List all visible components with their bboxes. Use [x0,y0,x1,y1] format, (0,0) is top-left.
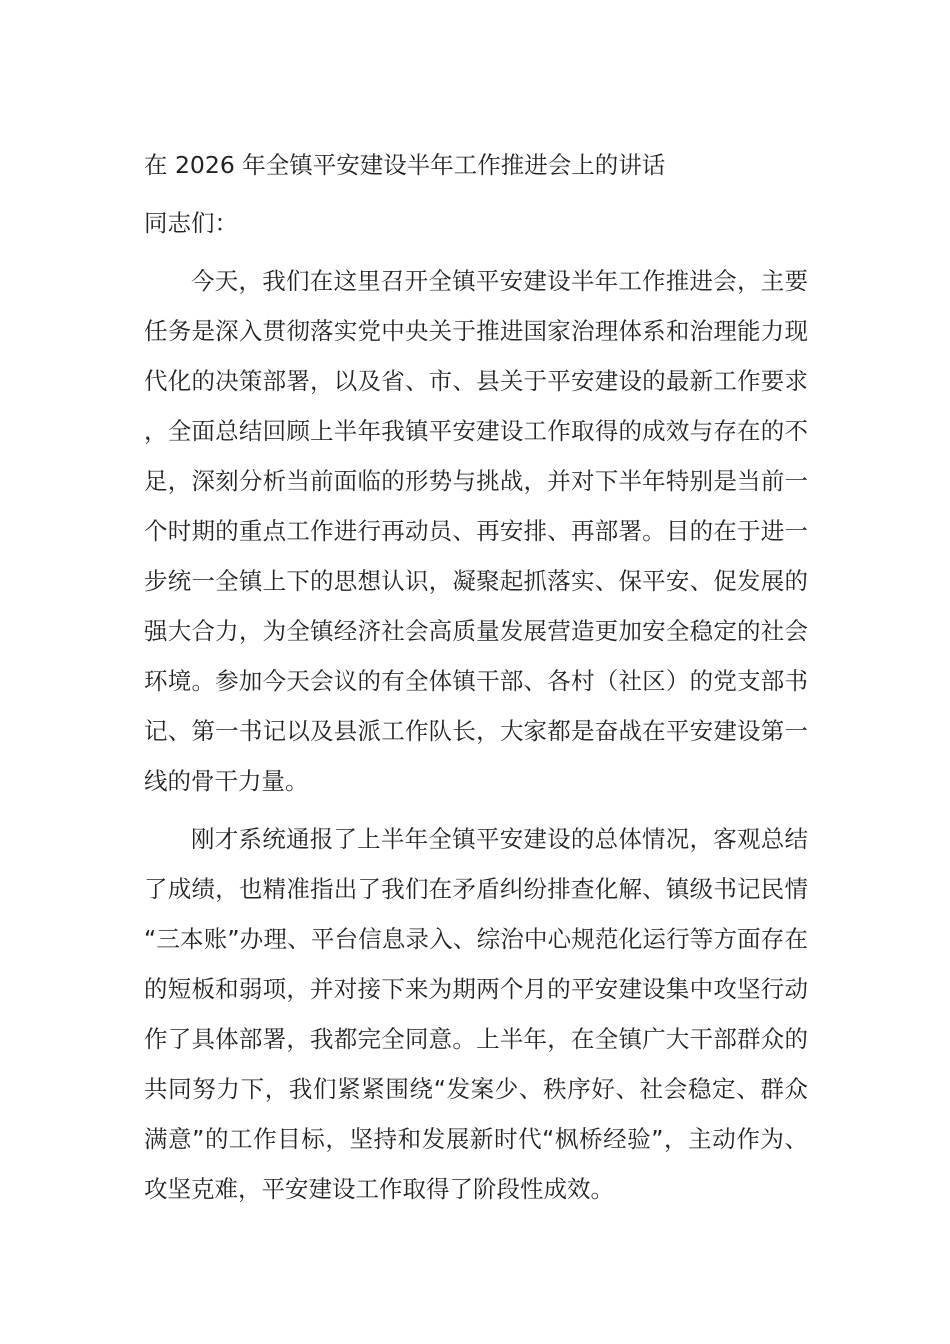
salutation: 同志们： [144,209,238,237]
document-title: 在 2026 年全镇平安建设半年工作推进会上的讲话 [144,151,666,179]
document-page [144,140,808,1214]
paragraph-1: 今天，我们在这里召开全镇平安建设半年工作推进会，主要任务是深入贯彻落实党中央关于推进国家治理体系和治理能力现代化的决策部署，以及省、市、县关于平安建设的最新工作要求，全面总结回顾上半年我镇平安建设工作取得的成效与存在的不足，深刻分析当前面临的形势与挑战，并对下半年特别是当前一个时期的重点工作进行再动员、再安排、再部署。目的在于进一步统一全镇上下的思想认识，凝聚起抓落实、保平安、促发展的强大合力，为全镇经济社会高质量发展营造更加安全稳定的社会环境。参加今天会议的有全体镇干部、各村（社区）的党支部书记、第一书记以及县派工作队长，大家都是奋战在平安建设第一线的骨干力量。 [144,267,808,795]
paragraph-2: 刚才系统通报了上半年全镇平安建设的总体情况，客观总结了成绩，也精准指出了我们在矛盾纠纷排查化解、镇级书记民情“三本账”办理、平台信息录入、综治中心规范化运行等方面存在的短板和弱项，并对接下来为期两个月的平安建设集中攻坚行动作了具体部署，我都完全同意。上半年，在全镇广大干部群众的共同努力下，我们紧紧围绕“发案少、秩序好、社会稳定、群众满意”的工作目标，坚持和发展新时代“枫桥经验”，主动作为、攻坚克难，平安建设工作取得了阶段性成效。 [144,825,808,1203]
